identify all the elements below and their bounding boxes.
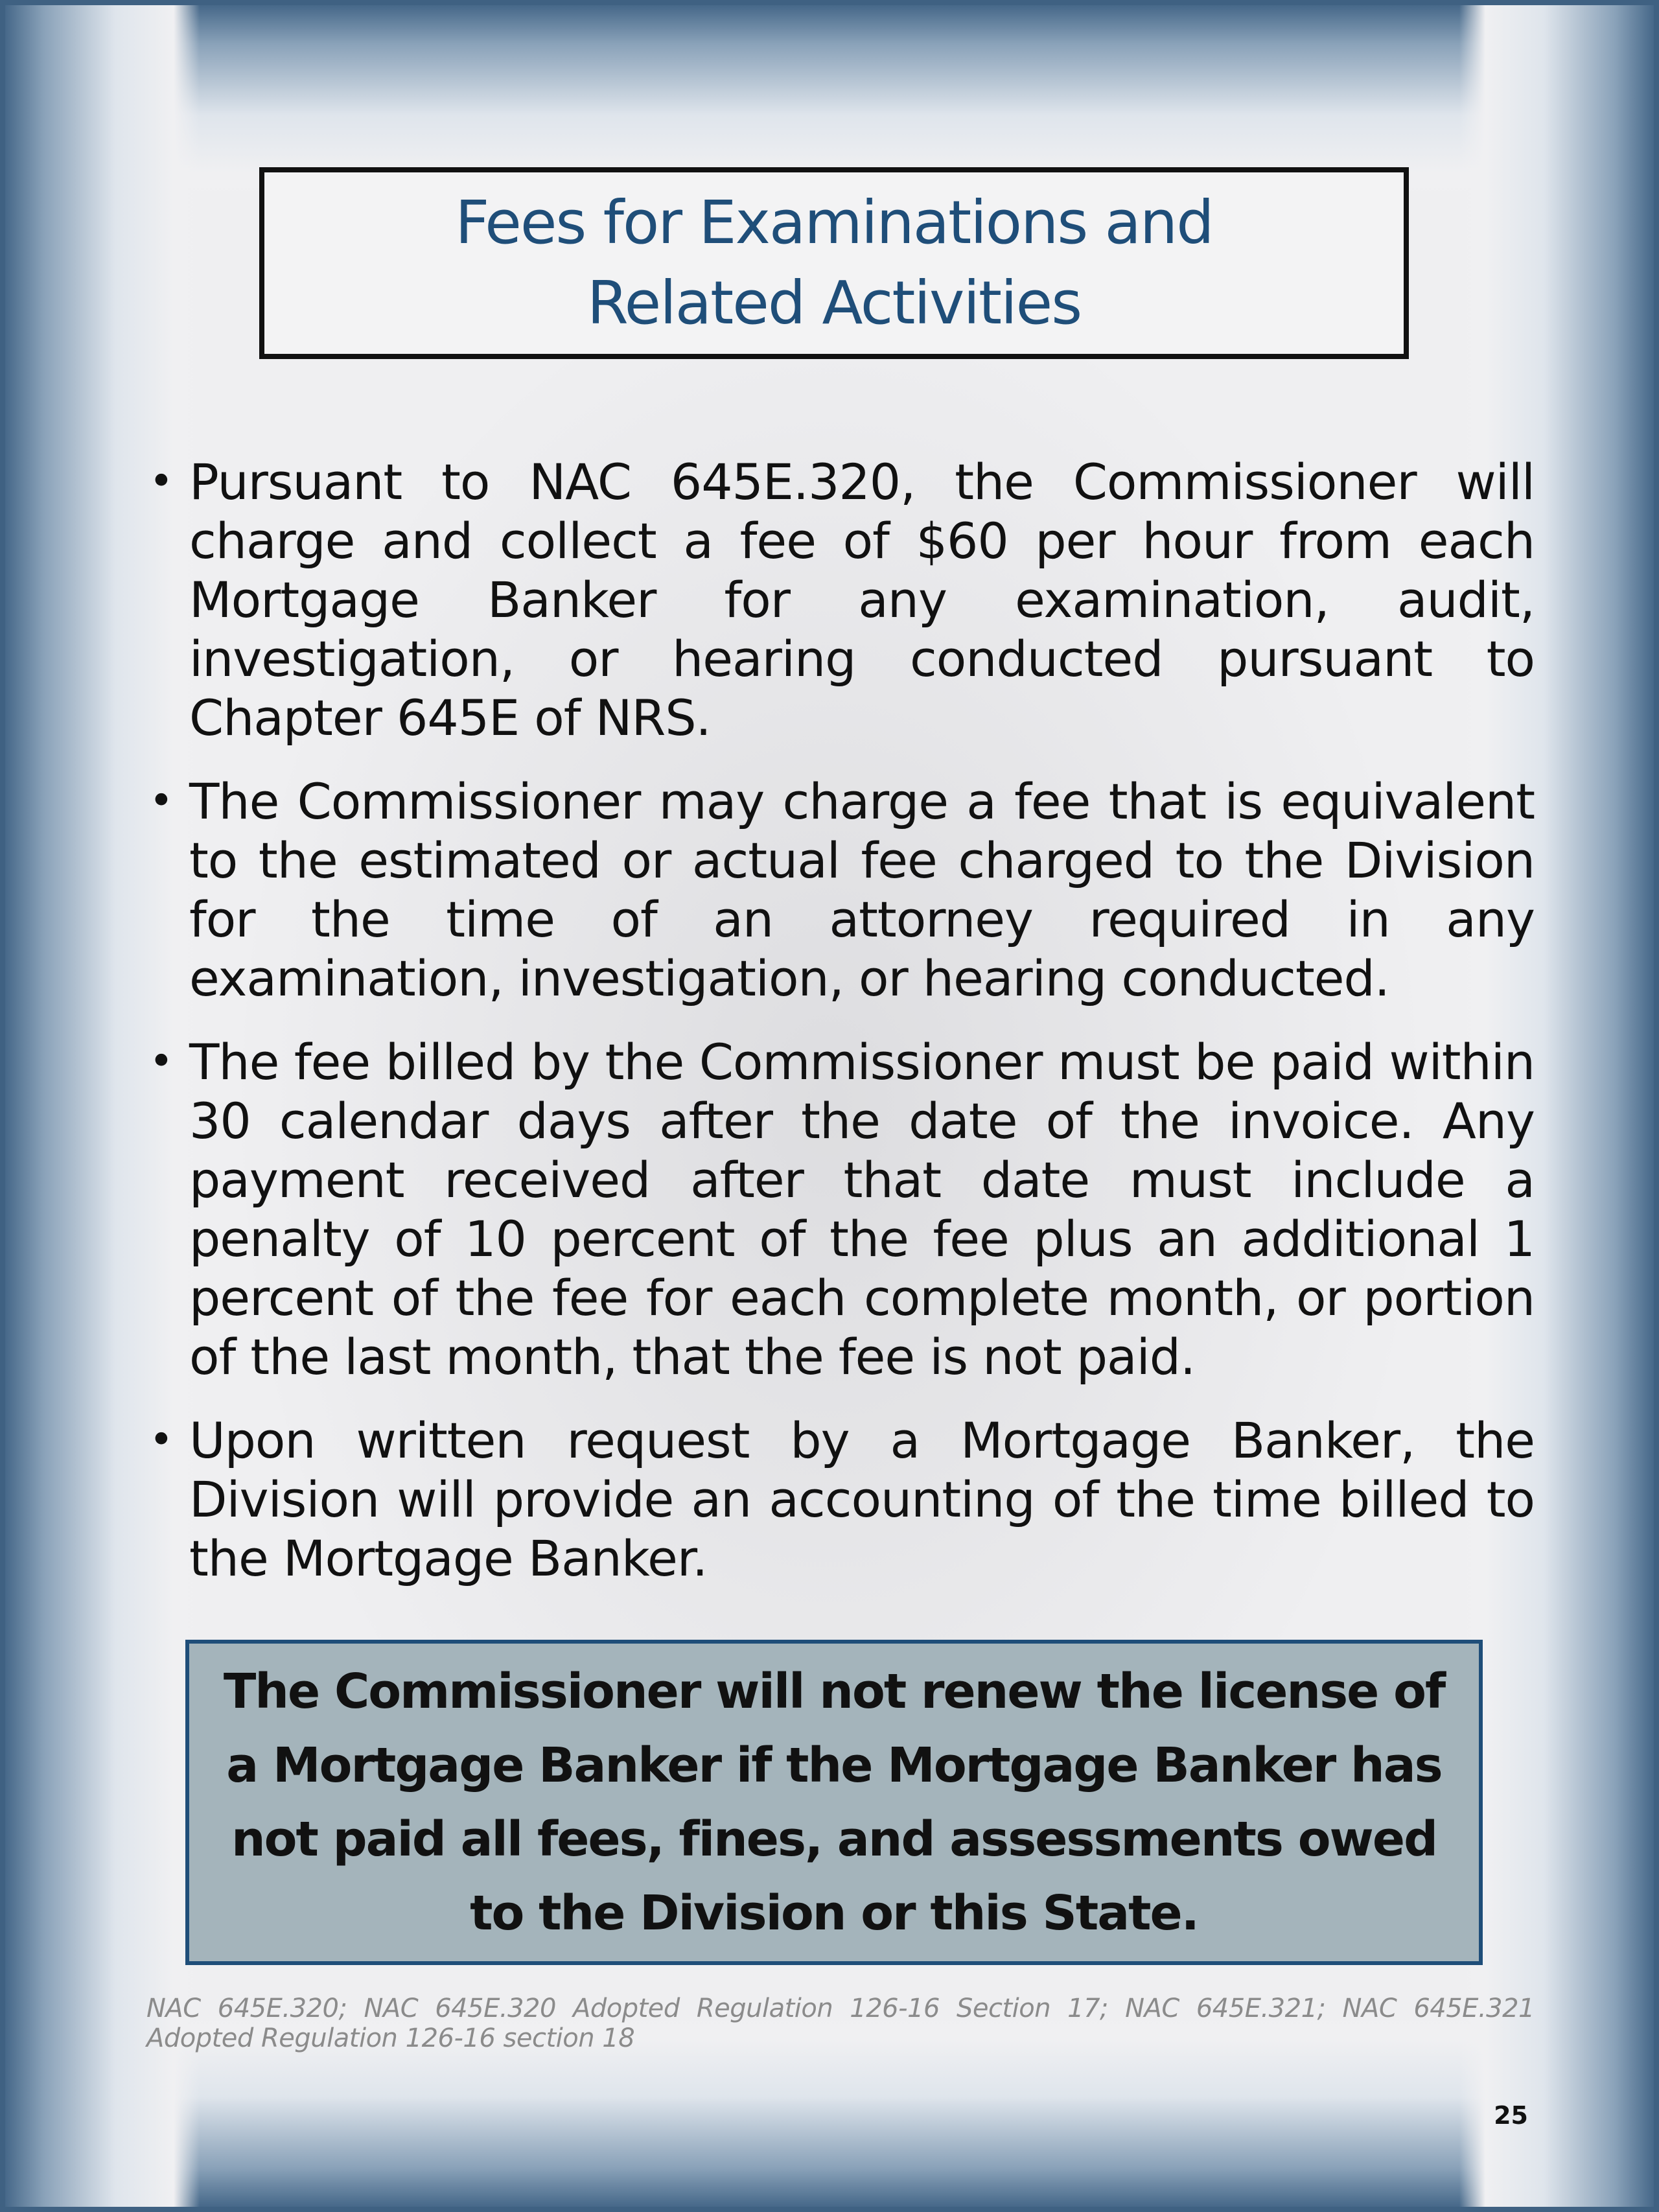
title-line-1: Fees for Examinations and	[455, 188, 1213, 257]
bullet-marker: •	[149, 1038, 173, 1086]
bullet-item	[143, 1411, 1535, 1588]
bullet-item	[143, 1032, 1535, 1386]
bullet-marker: •	[149, 1416, 173, 1464]
citation-footnote: NAC 645E.320; NAC 645E.320 Adopted Regulation 126-16 Section 17; NAC 645E.321; NAC 645E.321 Adopted Regulation 126-16 section 18	[146, 1994, 1535, 2053]
bullet-text: The Commissioner may charge a fee that is equivalent to the estimated or actual fee charged to the Division for the time of an attorney required in any examination, investigation, or hearing conducted.	[189, 773, 1535, 1007]
bullet-item	[143, 772, 1535, 1008]
title-box	[259, 167, 1409, 359]
page-number: 25	[1494, 2101, 1528, 2130]
bullet-text: Upon written request by a Mortgage Banker, the Division will provide an accounting of the time billed to the Mortgage Banker.	[189, 1412, 1535, 1587]
title-line-2: Related Activities	[586, 268, 1082, 338]
bullet-text: The fee billed by the Commissioner must be paid within 30 calendar days after the date of the invoice. Any payment received after that date must include a penalty of 10 percent of the fee plus an additional 1 percent of the fee for each complete month, or portion of the last month, that the fee is not paid.	[189, 1033, 1535, 1386]
notice-box	[185, 1640, 1483, 1965]
bullet-list	[143, 452, 1535, 1612]
bullet-text: Pursuant to NAC 645E.320, the Commissioner will charge and collect a fee of $60 per hour from each Mortgage Banker for any examination, audit, investigation, or hearing conducted pursuant to Chapter 645E of NRS.	[189, 453, 1535, 747]
bullet-marker: •	[149, 458, 173, 506]
notice-text: The Commissioner will not renew the license of a Mortgage Banker if the Mortgage Banker has not paid all fees, fines, and assessments owed to the Division or this State.	[223, 1664, 1445, 1941]
bullet-marker: •	[149, 777, 173, 825]
slide-title	[455, 183, 1212, 343]
bullet-item	[143, 452, 1535, 747]
